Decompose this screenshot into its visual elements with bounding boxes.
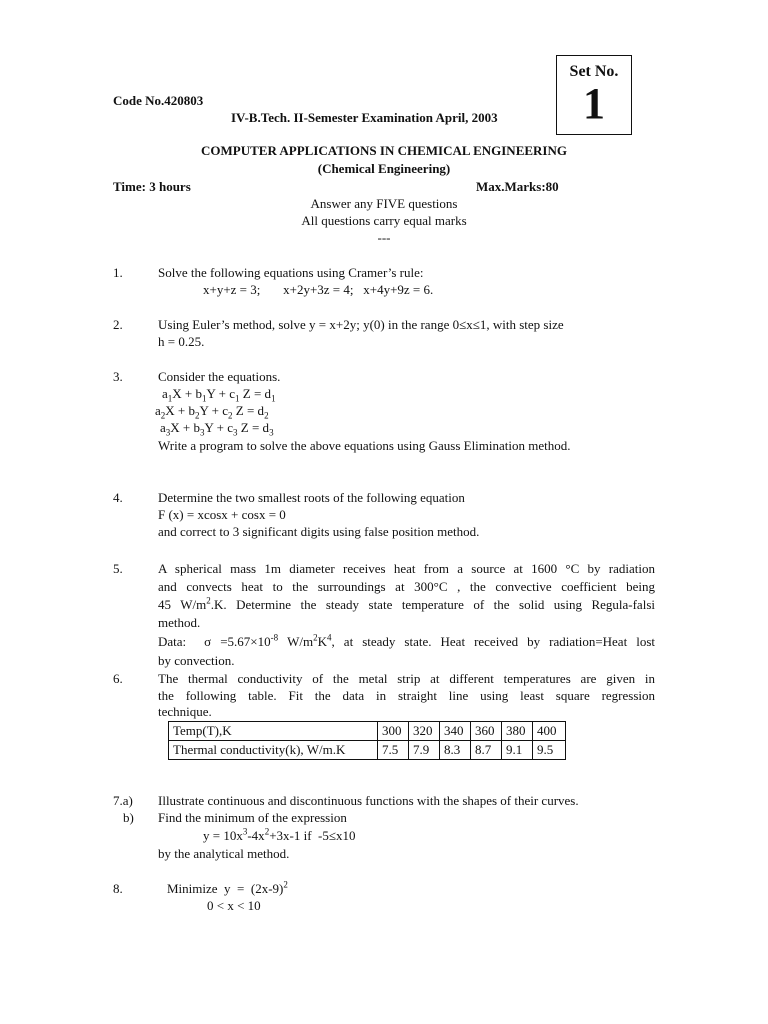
set-label: Set No. <box>569 63 619 80</box>
table-cell: 7.5 <box>378 741 409 760</box>
q1-equations: x+y+z = 3; x+2y+3z = 4; x+4y+9z = 6. <box>203 282 434 297</box>
table-row <box>169 741 566 760</box>
q7a-text: Illustrate continuous and discontinuous functions with the shapes of their curves. <box>158 793 579 808</box>
table-cell: 7.9 <box>409 741 440 760</box>
set-number: 1 <box>583 79 605 128</box>
q6-line-2: the following table. Fit the data in straight line using least square regression <box>158 688 655 703</box>
q3-equation-3: $a_3X + b_3Y + c_3$ $Z = d_3$ <box>160 420 274 438</box>
set-number-box <box>556 55 632 135</box>
q5-line-6: by convection. <box>158 653 235 668</box>
table-cell: 9.1 <box>502 741 533 760</box>
q3-number: 3. <box>113 369 123 384</box>
q5-line-1: A spherical mass 1m diameter receives heat from a source at 1600 °C by radiation <box>158 561 655 576</box>
time-allowed: Time: 3 hours <box>113 179 191 194</box>
q5-line-3: 45 $W/m^2.K$. Determine the steady state temperature of the solid using Regula-falsi <box>158 595 655 612</box>
table-cell: 360 <box>471 722 502 741</box>
course-title: COMPUTER APPLICATIONS IN CHEMICAL ENGINEERING <box>201 143 567 158</box>
table-cell: 400 <box>533 722 566 741</box>
max-marks: Max.Marks:80 <box>476 179 559 194</box>
q4-line-2: F (x) = xcosx + cosx = 0 <box>158 507 286 522</box>
q1-text: Solve the following equations using Cramer’s rule: <box>158 265 424 280</box>
q7b-number: b) <box>123 810 134 825</box>
q6-number: 6. <box>113 671 123 686</box>
table-cell: 340 <box>440 722 471 741</box>
table-cell: 320 <box>409 722 440 741</box>
table-header-temp: Temp(T),K <box>169 722 378 741</box>
q7b-expression: $y = 10x^3-4x^2+3x-1$ if -5≤x10 <box>203 826 356 843</box>
q6-line-1: The thermal conductivity of the metal strip at different temperatures are given in <box>158 671 655 686</box>
q5-number: 5. <box>113 561 123 576</box>
q3-line-1: Consider the equations. <box>158 369 281 384</box>
q5-line-5: Data: $\sigma =5.67\times 10^{-8}$ $W/m^2K^4$, at steady state. Heat received by radiation=Heat lost <box>158 632 655 649</box>
q3-equation-2: $a_2X + b_2Y + c_2$ $Z = d_2$ <box>155 403 269 421</box>
q2-number: 2. <box>113 317 123 332</box>
instruction-2: All questions carry equal marks <box>301 213 467 228</box>
q4-line-1: Determine the two smallest roots of the following equation <box>158 490 465 505</box>
table-cell: 8.3 <box>440 741 471 760</box>
q5-line-4: method. <box>158 615 201 630</box>
table-row <box>169 722 566 741</box>
q8-number: 8. <box>113 881 123 896</box>
q8-line-1: Minimize $y = (2x-9)^2$ <box>167 879 288 896</box>
separator: --- <box>377 230 391 245</box>
table-cell: 9.5 <box>533 741 566 760</box>
q6-line-3: technique. <box>158 704 212 719</box>
branch-name: (Chemical Engineering) <box>317 161 451 176</box>
q3-equation-1: $a_1X + b_1Y + c_1$ $Z = d_1$ <box>162 386 276 404</box>
table-cell: 300 <box>378 722 409 741</box>
exam-title: IV-B.Tech. II-Semester Examination April, 2003 <box>231 110 498 125</box>
table-cell: 8.7 <box>471 741 502 760</box>
q5-line-2: and convects heat to the surroundings at 300°C , the convective coefficient being <box>158 579 655 594</box>
q3-line-5: Write a program to solve the above equations using Gauss Elimination method. <box>158 438 571 453</box>
q7b-line-3: by the analytical method. <box>158 846 290 861</box>
table-header-conductivity: Thermal conductivity(k), W/m.K <box>169 741 378 760</box>
code-number: Code No.420803 <box>113 93 204 108</box>
q8-line-2: 0 < x < 10 <box>207 898 261 913</box>
q7b-line-1: Find the minimum of the expression <box>158 810 347 825</box>
q2-line-1: Using Euler’s method, solve y = x+2y; y(0) in the range 0≤x≤1, with step size <box>158 317 564 332</box>
q1-number: 1. <box>113 265 123 280</box>
instruction-1: Answer any FIVE questions <box>310 196 458 211</box>
table-cell: 380 <box>502 722 533 741</box>
q4-line-3: and correct to 3 significant digits using false position method. <box>158 524 480 539</box>
q7a-number: 7.a) <box>113 793 133 808</box>
conductivity-table <box>168 721 566 760</box>
q2-line-2: h = 0.25. <box>158 334 205 349</box>
q4-number: 4. <box>113 490 123 505</box>
